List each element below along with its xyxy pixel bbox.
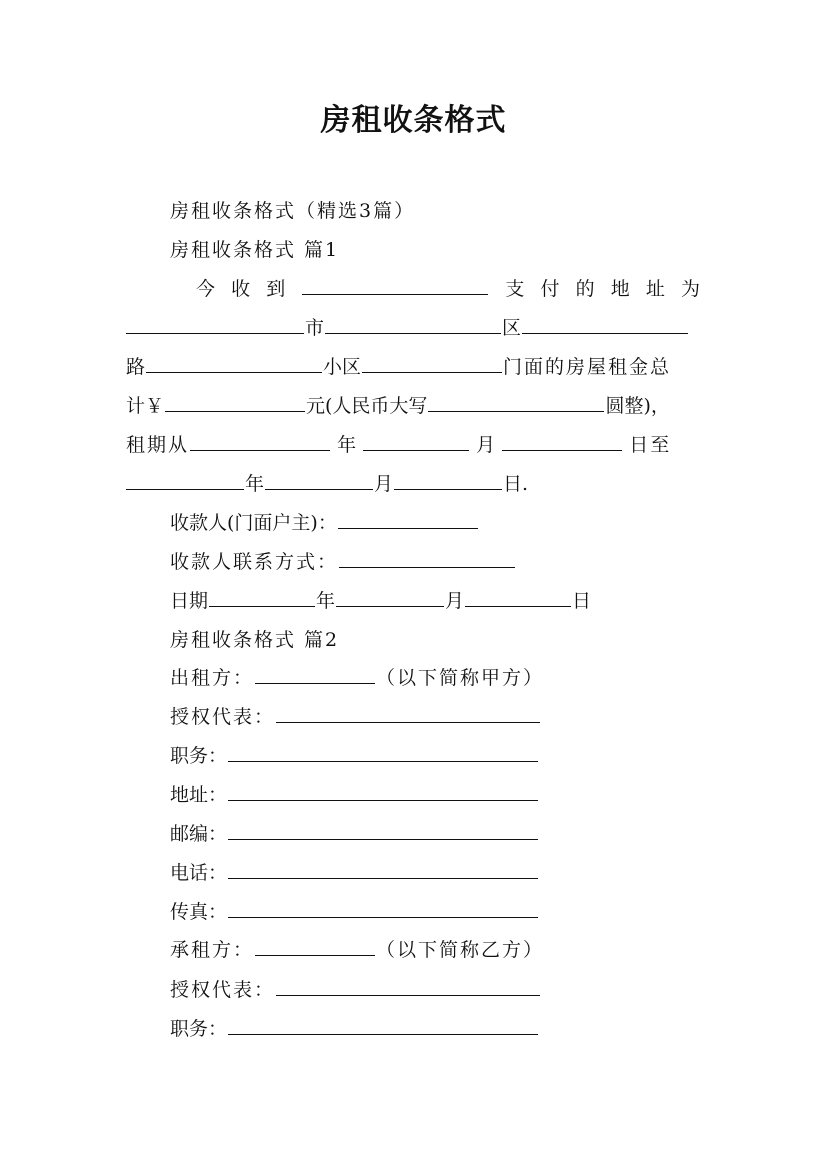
from-day-blank	[502, 432, 622, 451]
total-label: 计￥	[126, 395, 165, 417]
address-blank-1	[126, 315, 304, 334]
date-line	[170, 588, 591, 614]
payee-label: 收款人(门面户主)：	[170, 512, 337, 534]
position-blank	[228, 743, 538, 762]
char: 付	[540, 278, 560, 300]
lessee-blank	[255, 937, 375, 956]
receipt-line-4	[126, 393, 670, 419]
section-heading-2	[170, 627, 339, 653]
road-label: 路	[126, 356, 146, 378]
date-day-blank	[465, 588, 571, 607]
day-to-label: 日至	[629, 434, 672, 456]
heading-2-text: 房租收条格式 篇2	[170, 629, 340, 651]
phone-blank	[228, 860, 538, 879]
payee-contact-blank	[339, 549, 515, 568]
rep2-label: 授权代表：	[170, 979, 276, 1001]
address-line	[170, 782, 539, 808]
day-label: 日	[572, 590, 592, 612]
lessor-label: 出租方：	[170, 667, 255, 689]
address-label: 地址：	[170, 784, 228, 806]
intro-text: 房租收条格式（精选3篇）	[170, 200, 416, 222]
char: 为	[680, 278, 700, 300]
receipt-line-1	[126, 276, 700, 302]
month-label: 月	[374, 473, 394, 495]
month-label: 月	[445, 590, 465, 612]
year-label: 年	[245, 473, 265, 495]
char: 的	[575, 278, 595, 300]
lease-from-label: 租期从	[126, 434, 190, 456]
shop-blank	[362, 354, 502, 373]
postcode-blank	[228, 821, 538, 840]
position2-blank	[228, 1016, 538, 1035]
address-blank	[228, 782, 538, 801]
from-year-blank	[190, 432, 330, 451]
postcode-label: 邮编：	[170, 823, 228, 845]
receipt-line-3	[126, 354, 671, 380]
to-day-blank	[394, 471, 502, 490]
document-title: 房租收条格式	[320, 103, 507, 138]
position-label: 职务：	[170, 745, 228, 767]
rep-blank	[276, 704, 540, 723]
payer-blank	[302, 276, 488, 295]
rep2-line	[170, 977, 541, 1003]
district-label: 区	[502, 317, 522, 339]
payee-contact-label: 收款人联系方式：	[170, 551, 339, 573]
fax-label: 传真：	[170, 901, 228, 923]
intro-line	[170, 198, 415, 224]
char: 地	[610, 278, 630, 300]
day-label: 日.	[503, 473, 529, 495]
city-blank	[325, 315, 501, 334]
from-month-blank	[363, 432, 469, 451]
lessor-line	[170, 665, 544, 691]
year-label: 年	[316, 590, 336, 612]
lessee-line	[170, 937, 544, 963]
road-blank	[146, 354, 322, 373]
year-label: 年	[337, 434, 357, 456]
lessee-label: 承租方：	[170, 939, 255, 961]
rep-label: 授权代表：	[170, 706, 276, 728]
amount-blank	[165, 393, 305, 412]
date-month-blank	[336, 588, 444, 607]
lessor-note: （以下简称甲方）	[376, 667, 545, 689]
payee-line	[170, 510, 479, 536]
section-heading-1	[170, 237, 339, 263]
date-label: 日期	[170, 590, 209, 612]
lessor-blank	[255, 665, 375, 684]
char: 收	[231, 278, 251, 300]
char: 址	[645, 278, 665, 300]
month-label: 月	[476, 434, 496, 456]
rent-total-text: 门面的房屋租金总	[503, 356, 672, 378]
rmb-words-blank	[428, 393, 604, 412]
position2-line	[170, 1016, 539, 1042]
rmb-label: 元(人民币大写	[306, 395, 428, 417]
payee-blank	[338, 510, 478, 529]
rep-line	[170, 704, 541, 730]
payee-contact-line	[170, 549, 516, 575]
yuan-label: 圆整)，	[605, 395, 670, 417]
char: 今	[196, 278, 216, 300]
receipt-line-5	[126, 432, 671, 458]
receipt-line-2	[126, 315, 689, 341]
char: 支	[505, 278, 525, 300]
xiaoqu-label: 小区	[323, 356, 362, 378]
fax-line	[170, 899, 539, 925]
char: 到	[266, 278, 286, 300]
position2-label: 职务：	[170, 1018, 228, 1040]
to-month-blank	[265, 471, 373, 490]
fax-blank	[228, 899, 538, 918]
phone-line	[170, 860, 539, 886]
rep2-blank	[276, 977, 540, 996]
city-label: 市	[305, 317, 325, 339]
date-year-blank	[209, 588, 315, 607]
heading-1-text: 房租收条格式 篇1	[170, 239, 340, 261]
receipt-line-6	[126, 471, 528, 497]
lessee-note: （以下简称乙方）	[376, 939, 545, 961]
to-year-blank	[126, 471, 244, 490]
postcode-line	[170, 821, 539, 847]
district-blank	[522, 315, 688, 334]
phone-label: 电话：	[170, 862, 228, 884]
position-line	[170, 743, 539, 769]
